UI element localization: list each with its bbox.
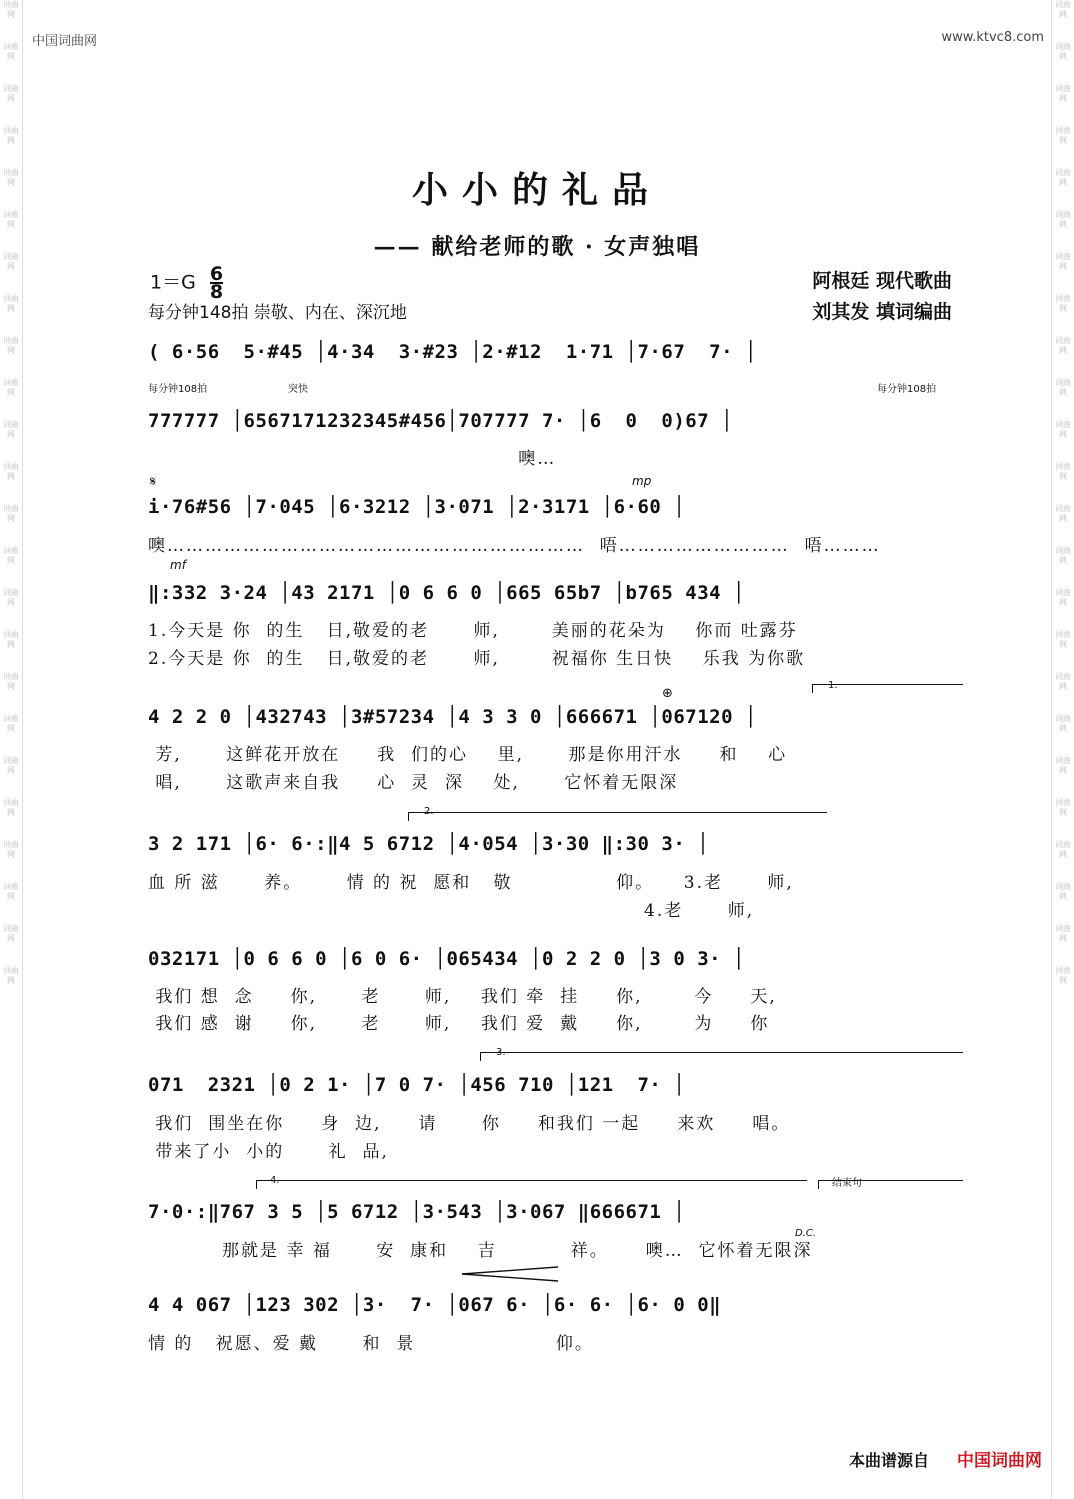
- side-watermark-text: 词曲网: [1055, 924, 1071, 943]
- side-watermark-text: 词曲网: [3, 504, 19, 523]
- side-watermark-text: 词曲网: [3, 336, 19, 355]
- side-watermark-text: 词曲网: [1055, 336, 1071, 355]
- tempo-mark-right: 每分钟108拍: [877, 384, 937, 395]
- ending-phrase-label: 结束句: [832, 1178, 862, 1189]
- side-watermark-text: 词曲网: [1055, 126, 1071, 145]
- song-title: 小小的礼品: [411, 169, 662, 211]
- side-watermark-text: 词曲网: [3, 252, 19, 271]
- side-watermark-text: 词曲网: [3, 84, 19, 103]
- lyric-line-8a: 我们 围坐在你 身 边, 请 你 和我们 一起 来欢 唱。: [148, 1114, 791, 1134]
- ending-2-bracket: [408, 812, 827, 821]
- ending-3-label: 3.: [496, 1047, 506, 1058]
- side-watermark-text: 词曲网: [1055, 210, 1071, 229]
- lyric-line-4a: 1.今天是 你 的生 日,敬爱的老 师, 美丽的花朵为 你而 吐露芬: [148, 621, 798, 641]
- notation-line-3: i·76#56 │7·045 │6·3212 │3·071 │2·3171 │6·60 │: [148, 496, 686, 518]
- side-watermark-text: 词曲网: [3, 462, 19, 481]
- coda-mark: ⊕: [662, 686, 673, 701]
- side-watermark-text: 词曲网: [3, 168, 19, 187]
- side-watermark-text: 词曲网: [1055, 252, 1071, 271]
- lyric-line-6a: 血 所 滋 养。 情 的 祝 愿和 敬 仰。 3.老 师,: [148, 873, 794, 893]
- side-watermark-text: 词曲网: [3, 756, 19, 775]
- time-signature: [209, 263, 224, 303]
- side-watermark-text: 词曲网: [3, 294, 19, 313]
- side-watermark-text: 词曲网: [1055, 504, 1071, 523]
- lyricist-credit: 刘其发 填词编曲: [812, 301, 952, 323]
- notation-line-4: ‖:332 3·24 │43 2171 │0 6 6 0 │665 65b7 │b765 434 │: [148, 582, 745, 604]
- ending-1-label: 1.: [828, 680, 838, 691]
- lyric-line-6b: 4.老 师,: [148, 901, 755, 921]
- crescendo-hairpin: [462, 1266, 562, 1282]
- tempo-mark-left: 每分钟108拍: [148, 384, 208, 395]
- tempo-text: 每分钟148拍 崇敬、内在、深沉地: [148, 303, 407, 323]
- side-watermark-text: 词曲网: [3, 210, 19, 229]
- side-watermark-text: 词曲网: [3, 420, 19, 439]
- song-subtitle: —— 献给老师的歌 · 女声独唱: [373, 234, 701, 260]
- side-watermark-text: 词曲网: [1055, 294, 1071, 313]
- side-watermark-text: 词曲网: [1055, 882, 1071, 901]
- lyric-line-7b: 我们 感 谢 你, 老 师, 我们 爱 戴 你, 为 你: [148, 1014, 770, 1034]
- sudden-fast-mark: 突快: [288, 384, 308, 395]
- side-watermark-text: 词曲网: [1055, 966, 1071, 985]
- side-watermark-text: 词曲网: [3, 126, 19, 145]
- lyric-line-8b: 带来了小 小的 礼 品,: [148, 1142, 389, 1162]
- side-watermark-text: 词曲网: [1055, 840, 1071, 859]
- side-watermark-text: 词曲网: [1055, 0, 1071, 19]
- lyric-line-9: 那就是 幸 福 安 康和 吉 祥。 噢… 它怀着无限深: [148, 1241, 813, 1261]
- lyric-line-2: 噢…: [148, 449, 557, 469]
- side-watermark-text: 词曲网: [1055, 714, 1071, 733]
- side-watermark-text: 词曲网: [1055, 798, 1071, 817]
- side-watermark-text: 词曲网: [3, 672, 19, 691]
- side-watermark-text: 词曲网: [1055, 462, 1071, 481]
- side-watermark-text: 词曲网: [1055, 588, 1071, 607]
- notation-line-10: 4 4 067 │123 302 │3· 7· │067 6· │6· 6· │6· 0 0‖: [148, 1294, 722, 1316]
- key-text: 1＝G: [150, 271, 196, 294]
- side-watermark-text: 词曲网: [3, 882, 19, 901]
- side-watermark-text: 词曲网: [3, 546, 19, 565]
- header-site-right: www.ktvc8.com: [941, 30, 1044, 45]
- lyric-line-5b: 唱, 这歌声来自我 心 灵 深 处, 它怀着无限深: [148, 773, 679, 793]
- header-site-left: 中国词曲网: [32, 34, 98, 49]
- lyric-line-10: 情 的 祝愿、爱 戴 和 景 仰。: [148, 1334, 594, 1354]
- key-signature: [150, 263, 224, 303]
- mf-mark: mf: [170, 558, 186, 572]
- side-watermark-text: 词曲网: [1055, 42, 1071, 61]
- notation-line-7: 032171 │0 6 6 0 │6 0 6· │065434 │0 2 2 0 │3 0 3· │: [148, 948, 745, 970]
- dc-mark: D.C.: [795, 1228, 817, 1239]
- left-watermark-column: [2, 0, 20, 1499]
- notation-line-5: 4 2 2 0 │432743 │3#57234 │4 3 3 0 │666671 │067120 │: [148, 706, 757, 728]
- segno-mark: 𝄋: [150, 474, 157, 490]
- lyric-line-4b: 2.今天是 你 的生 日,敬爱的老 师, 祝福你 生日快 乐我 为你歌: [148, 649, 806, 669]
- notation-line-6: 3 2 171 │6· 6·:‖4 5 6712 │4·054 │3·30 ‖:30 3· │: [148, 833, 710, 855]
- mp-mark: mp: [632, 474, 652, 488]
- side-watermark-text: 词曲网: [3, 840, 19, 859]
- ending-2-label: 2.: [424, 806, 434, 817]
- composer-credit: 阿根廷 现代歌曲: [812, 270, 952, 292]
- side-watermark-text: 词曲网: [1055, 84, 1071, 103]
- side-watermark-text: 词曲网: [1055, 420, 1071, 439]
- side-watermark-text: 词曲网: [3, 630, 19, 649]
- side-watermark-text: 词曲网: [1055, 168, 1071, 187]
- side-watermark-text: 词曲网: [3, 588, 19, 607]
- notation-line-8: 071 2321 │0 2 1· │7 0 7· │456 710 │121 7· │: [148, 1074, 686, 1096]
- lyric-line-7a: 我们 想 念 你, 老 师, 我们 牵 挂 你, 今 天,: [148, 987, 777, 1007]
- lyric-line-5a: 芳, 这鲜花开放在 我 们的心 里, 那是你用汗水 和 心: [148, 745, 788, 765]
- side-watermark-text: 词曲网: [1055, 630, 1071, 649]
- right-border-line: [1051, 0, 1052, 1499]
- notation-line-1: ( 6·56 5·#45 │4·34 3·#23 │2·#12 1·71 │7·67 7· │: [148, 341, 757, 363]
- side-watermark-text: 词曲网: [3, 42, 19, 61]
- right-watermark-column: [1054, 0, 1072, 1499]
- side-watermark-text: 词曲网: [3, 924, 19, 943]
- side-watermark-text: 词曲网: [3, 966, 19, 985]
- ending-3-bracket: [480, 1052, 963, 1061]
- side-watermark-text: 词曲网: [3, 798, 19, 817]
- left-border-line: [22, 0, 23, 1499]
- time-top: 6: [209, 263, 224, 285]
- notation-line-2: 777777 │6567171232345#456│707777 7· │6 0 0)67 │: [148, 410, 734, 432]
- side-watermark-text: 词曲网: [1055, 672, 1071, 691]
- side-watermark-text: 词曲网: [1055, 756, 1071, 775]
- side-watermark-text: 词曲网: [1055, 378, 1071, 397]
- footer-source-label: 本曲谱源自: [848, 1451, 929, 1470]
- side-watermark-text: 词曲网: [1055, 546, 1071, 565]
- time-bottom: 8: [209, 281, 224, 303]
- side-watermark-text: 词曲网: [3, 378, 19, 397]
- side-watermark-text: 词曲网: [3, 0, 19, 19]
- ending-4-bracket: [256, 1180, 807, 1189]
- ending-4-label: 4.: [270, 1175, 280, 1186]
- footer-source-site: 中国词曲网: [957, 1451, 1042, 1471]
- side-watermark-text: 词曲网: [3, 714, 19, 733]
- notation-line-9: 7·0·:‖767 3 5 │5 6712 │3·543 │3·067 ‖666671 │: [148, 1201, 686, 1223]
- lyric-line-3: 噢………………………………………………………… 唔……………………… 唔………: [148, 536, 881, 556]
